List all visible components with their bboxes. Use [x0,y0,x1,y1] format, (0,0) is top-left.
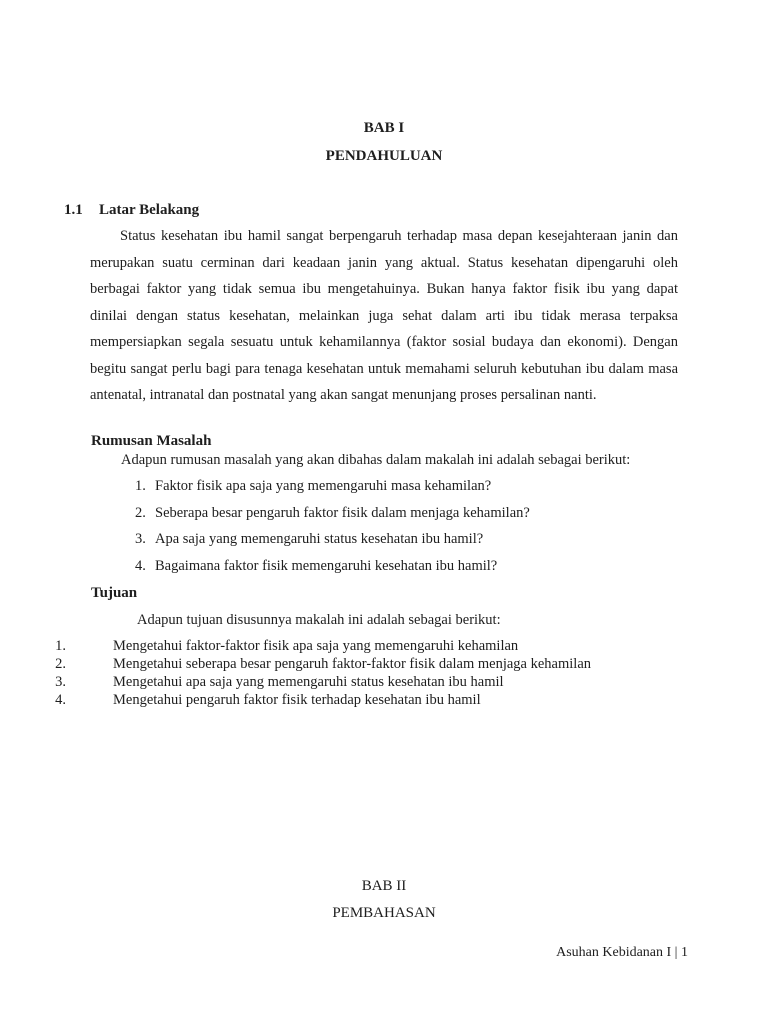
list-item-number: 3. [135,531,146,547]
list-item-number: 4. [135,558,146,574]
list-item [135,558,497,575]
list-item-text: Mengetahui seberapa besar pengaruh faktor-faktor fisik dalam menjaga kehamilan [113,656,592,672]
list-item-number: 4. [55,692,66,708]
list-item [0,692,481,709]
section-1-1-number: 1.1 [64,202,83,218]
list-item-text: Mengetahui pengaruh faktor fisik terhadap kesehatan ibu hamil [113,692,481,708]
list-item [135,505,530,522]
list-item-number: 2. [55,656,66,672]
list-item [135,531,483,548]
tujuan-heading: Tujuan [91,585,138,601]
tujuan-intro: Adapun tujuan disusunnya makalah ini adalah sebagai berikut: [137,612,501,628]
list-item-text: Seberapa besar pengaruh faktor fisik dalam menjaga kehamilan? [155,505,530,521]
rumusan-masalah-intro: Adapun rumusan masalah yang akan dibahas dalam makalah ini adalah sebagai berikut: [121,452,631,468]
list-item [0,674,504,691]
page-footer: Asuhan Kebidanan I | 1 [556,945,688,960]
list-item-text: Faktor fisik apa saja yang memengaruhi masa kehamilan? [155,478,492,494]
list-item [135,478,491,495]
chapter-2-title: PEMBAHASAN [332,905,436,921]
background-paragraph-text: Status kesehatan ibu hamil sangat berpengaruh terhadap masa depan kesejahteraan janin dan merupakan suatu cerminan dari keadaan janin yang aktual. Status kesehatan dipengaruhi oleh berbagai faktor yang tidak semua ibu mengetahuinya. Bukan hanya faktor fisik ibu yang dapat dinilai dengan status kesehatan, melainkan juga sehat dalam arti ibu tidak merasa terpaksa mempersiapkan segala sesuatu untuk kehamilannya (faktor sosial budaya dan ekonomi). Dengan begitu sangat perlu bagi para tenaga kesehatan untuk memahami seluruh kebutuhan ibu dalam masa antenatal, intranatal dan postnatal yang akan sangat menunjang proses persalinan nanti. [90,228,678,403]
section-1-1-title: Latar Belakang [99,202,200,218]
list-item-number: 2. [135,505,146,521]
chapter-2-label: BAB II [361,878,407,894]
list-item [0,656,592,673]
background-paragraph [90,223,678,409]
list-item-number: 3. [55,674,66,690]
list-item-number: 1. [55,638,66,654]
rumusan-masalah-heading: Rumusan Masalah [91,433,212,449]
list-item-text: Mengetahui faktor-faktor fisik apa saja yang memengaruhi kehamilan [113,638,519,654]
chapter-1-label: BAB I [363,120,405,136]
list-item-text: Mengetahui apa saja yang memengaruhi status kesehatan ibu hamil [113,674,504,690]
list-item-number: 1. [135,478,146,494]
chapter-1-title: PENDAHULUAN [325,148,443,164]
list-item-text: Bagaimana faktor fisik memengaruhi kesehatan ibu hamil? [155,558,498,574]
list-item-text: Apa saja yang memengaruhi status kesehatan ibu hamil? [155,531,484,547]
list-item [0,638,519,655]
